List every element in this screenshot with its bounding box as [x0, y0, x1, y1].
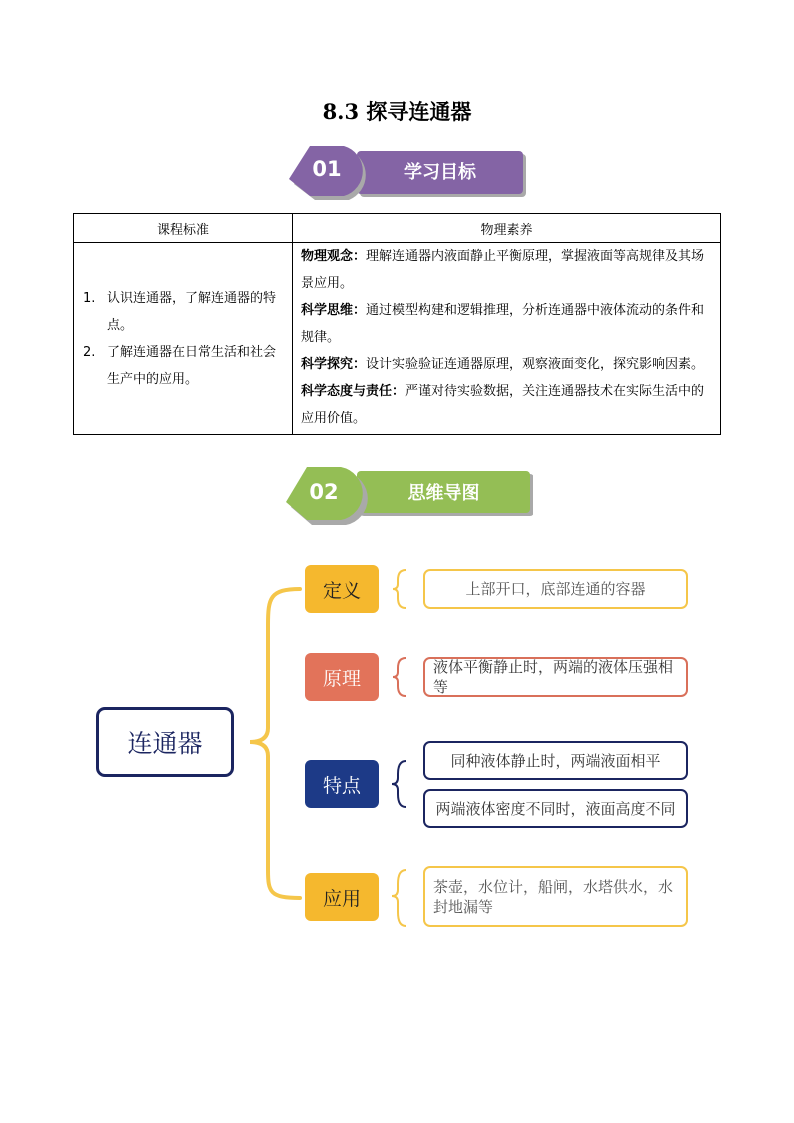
list-item-text: 了解连通器在日常生活和社会生产中的应用。 [107, 344, 277, 387]
leaf-principle: 液体平衡静止时，两端的液体压强相等 [423, 657, 688, 697]
list-item [83, 285, 285, 339]
leaf-features-1: 同种液体静止时，两端液面相平 [423, 741, 688, 780]
mindmap-root: 连通器 [96, 707, 234, 777]
section-title-2: 思维导图 [407, 483, 480, 504]
leaf-application: 茶壶，水位计，船闸，水塔供水，水封地漏等 [423, 866, 688, 927]
section-number-2: 02 [309, 480, 339, 504]
branch-application: 应用 [305, 873, 379, 921]
page-title: 8.3 探寻连通器 [322, 99, 472, 124]
section-badge-1 [286, 143, 530, 201]
list-item-text: 认识连通器，了解连通器的特点。 [107, 290, 277, 333]
list-item [83, 339, 285, 393]
literacy-item [301, 297, 714, 351]
branch-principle: 原理 [305, 653, 379, 701]
literacy-text: 理解连通器内液面静止平衡原理，掌握液面等高规律及其场景应用。 [301, 249, 705, 291]
table-header-literacy: 物理素养 [293, 214, 721, 243]
literacy-term: 科学态度与责任： [301, 384, 406, 399]
list-item-number: 1. [83, 290, 96, 306]
literacy-item [301, 378, 714, 432]
section-title-1: 学习目标 [404, 162, 476, 183]
literacy-term: 科学思维： [301, 303, 367, 318]
literacy-cell [293, 243, 721, 435]
section-badge-2 [283, 464, 533, 526]
literacy-term: 科学探究： [301, 357, 367, 372]
list-item-number: 2. [83, 344, 96, 360]
main-bracket [250, 589, 300, 898]
leaf-features-2: 两端液体密度不同时，液面高度不同 [423, 789, 688, 828]
bracket-features [392, 761, 406, 807]
literacy-text: 通过模型构建和逻辑推理，分析连通器中液体流动的条件和规律。 [301, 303, 705, 345]
branch-definition: 定义 [305, 565, 379, 613]
literacy-text: 严谨对待实验数据，关注连通器技术在实际生活中的应用价值。 [301, 384, 705, 426]
table-header-standard: 课程标准 [74, 214, 293, 243]
literacy-item [301, 351, 714, 378]
bracket-principle [393, 658, 406, 696]
section-number-1: 01 [312, 157, 342, 181]
branch-features: 特点 [305, 760, 379, 808]
leaf-definition: 上部开口，底部连通的容器 [423, 569, 688, 609]
bracket-definition [393, 570, 406, 608]
bracket-application [392, 870, 406, 926]
literacy-item [301, 243, 714, 297]
literacy-term: 物理观念： [301, 249, 367, 264]
objectives-table [73, 213, 721, 435]
literacy-text: 设计实验验证连通器原理，观察液面变化，探究影响因素。 [366, 357, 705, 372]
standards-cell [74, 243, 293, 435]
